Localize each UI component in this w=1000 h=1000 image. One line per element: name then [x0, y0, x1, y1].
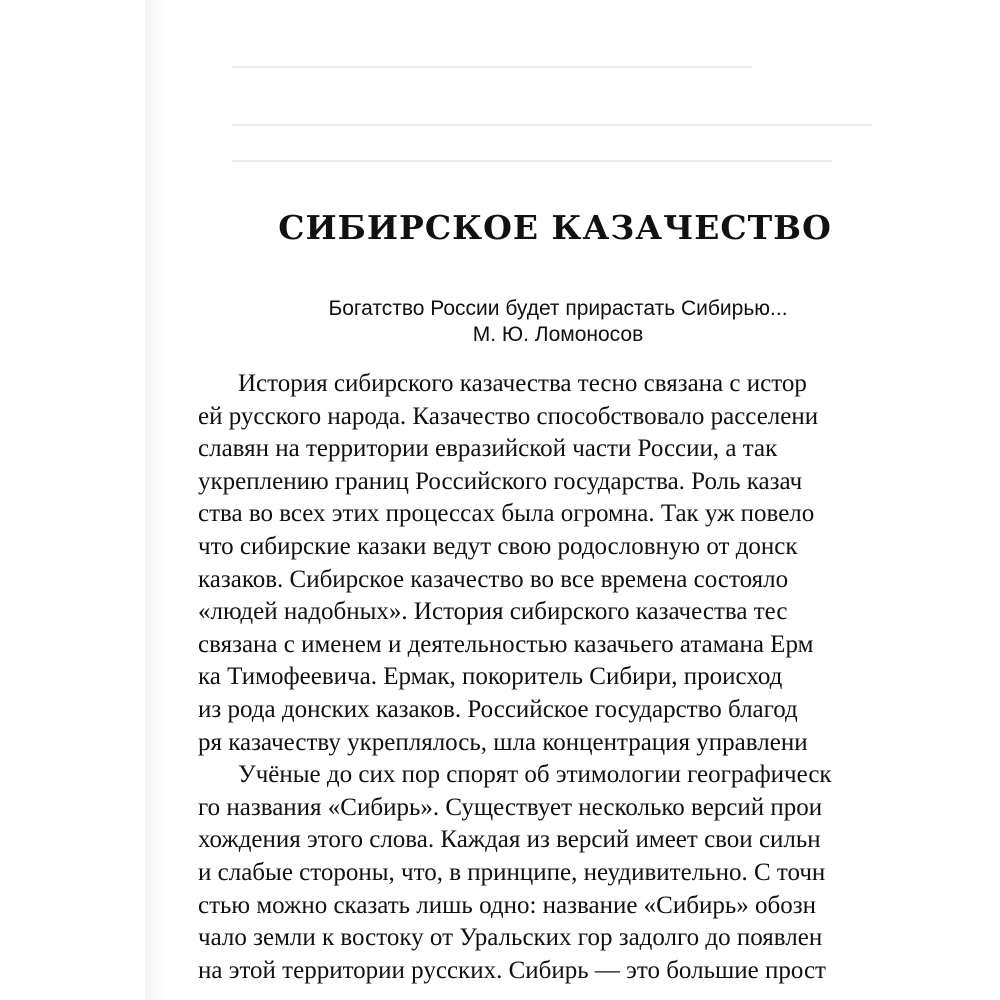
text-line: укреплению границ Российского государства. Роль казач [198, 467, 803, 495]
text-line: хождения этого слова. Каждая из версий имеет свои сильн [198, 826, 821, 854]
text-line: связана с именем и деятельностью казачьего атамана Ерм [198, 630, 814, 658]
text-line: чало земли к востоку от Уральских гор задолго до появлен [198, 924, 823, 952]
epigraph-quote: Богатство России будет прирастать Сибирью... [328, 297, 788, 320]
text-line: го названия «Сибирь». Существует несколько версий прои [198, 793, 823, 821]
text-line: ей русского народа. Казачество способствовало расселени [198, 402, 819, 430]
epigraph [0, 296, 1000, 348]
page-crop-edge [878, 0, 1000, 1000]
text-line: История сибирского казачества тесно связана с истор [238, 370, 807, 397]
text-line: что сибирские казаки ведут свою родословную от донск [198, 532, 798, 560]
text-line: «людей надобных». История сибирского казачества тес [198, 598, 788, 626]
text-line: славян на территории евразийской части России, а так [198, 435, 778, 463]
text-line: ря казачеству укреплялось, шла концентрация управлени [198, 728, 808, 756]
text-line: на этой территории русских. Сибирь — это большие прост [198, 956, 826, 984]
text-line: ства во всех этих процессах была огромна. Так уж повело [198, 500, 815, 528]
text-line: казаков. Сибирское казачество во все времена состояло [198, 565, 789, 593]
text-line: стью можно сказать лишь одно: название «Сибирь» обозн [198, 891, 816, 919]
body-text [198, 368, 898, 987]
epigraph-author: М. Ю. Ломоносов [472, 323, 644, 346]
scan-edge-shadow [145, 0, 165, 1000]
bleed-through-line [232, 160, 832, 162]
text-line: и слабые стороны, что, в принципе, неудивительно. С точн [198, 858, 826, 886]
text-line: ка Тимофеевича. Ермак, покоритель Сибири, происход [198, 663, 783, 691]
chapter-title: СИБИРСКОЕ КАЗАЧЕСТВО [278, 208, 832, 247]
text-line: из рода донских казаков. Российское государство благод [198, 695, 798, 723]
bleed-through-line [232, 66, 752, 68]
bleed-through-line [232, 124, 872, 126]
text-line: Учёные до сих пор спорят об этимологии географическ [238, 761, 832, 789]
